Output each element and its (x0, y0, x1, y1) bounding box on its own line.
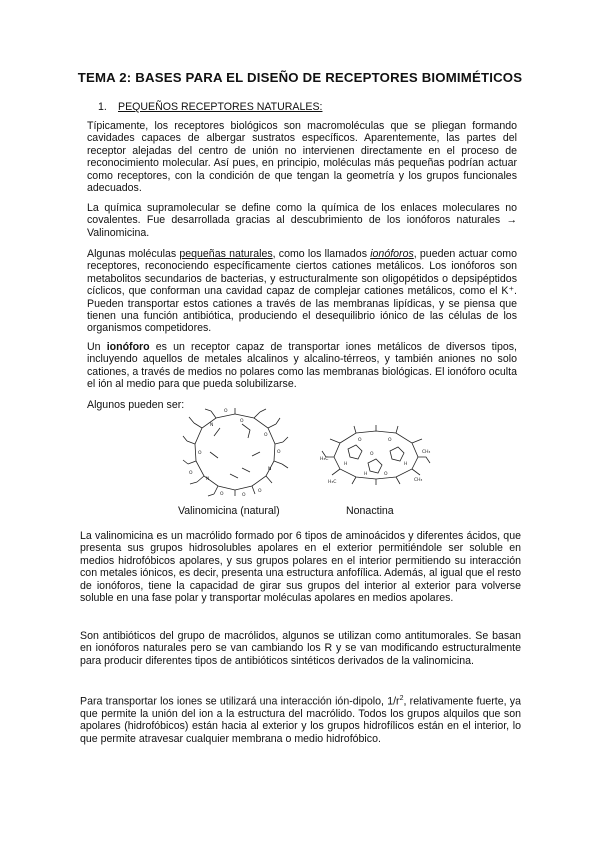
svg-text:H₃C: H₃C (328, 480, 337, 485)
svg-text:O: O (189, 471, 193, 476)
svg-text:H₃C: H₃C (320, 457, 329, 462)
svg-text:N: N (268, 467, 272, 472)
svg-text:O: O (224, 409, 228, 414)
svg-text:CH₃: CH₃ (414, 478, 423, 483)
svg-text:O: O (264, 433, 268, 438)
section-number: 1. (98, 101, 107, 113)
svg-text:O: O (370, 452, 374, 457)
ionoforos-term: ionóforos (370, 248, 414, 260)
nonactina-caption: Nonactina (346, 505, 394, 517)
document-title: TEMA 2: BASES PARA EL DISEÑO DE RECEPTORES BIOMIMÉTICOS (77, 70, 523, 85)
valinomicina-caption: Valinomicina (natural) (178, 505, 280, 517)
valinomicina-structure-image (180, 406, 290, 498)
svg-text:CH₃: CH₃ (422, 450, 431, 455)
paragraph-ionoforos-naturales: Algunas moléculas pequeñas naturales, como los llamados ionóforos, pueden actuar como receptores, reconociendo específicamente ciertos cationes metálicos. Los ionóforos son metabolitos secundarios de bacterias, y estructuralmente son oligopétidos o depsipéptidos cíclicos, que conforman una cavidad capaz de complejar cationes metálicos, como el K⁺. Pueden transportar estos cationes a través de las membranas lipídicas, y se piensa que tienen una función antibiótica, produciendo el desequilibrio iónico de las células de los organismos competidores. (87, 248, 517, 335)
svg-text:N: N (210, 423, 214, 428)
section-title: PEQUEÑOS RECEPTORES NATURALES: (118, 101, 323, 113)
svg-text:O: O (277, 450, 281, 455)
paragraph-quimica-supramolecular: La química supramolecular se define como la química de los enlaces moleculares no covalentes. Fue desarrollada gracias al descubrimiento de los ionóforos naturales → Valinomicina. (87, 202, 517, 239)
section-heading (98, 101, 322, 113)
paragraph-transporte-iones: Para transportar los iones se utilizará una interacción ión-dipolo, $1/r^2$, relativamente fuerte, ya que permite la unión del ion a la estructura del macrólido. Todos los grupos alquilos que son apolares (hidrofóbicos) están hacia al exterior y los grupos hidrofílicos están en el interior, lo que permite atravesar cualquier membrana o medio hidrofóbico. (80, 695, 521, 745)
svg-text:O: O (242, 493, 246, 498)
paragraph-valinomicina: La valinomicina es un macrólido formado por 6 tipos de aminoácidos y diferentes ácidos, que presenta sus grupos hidrosolubles apolares en el exterior permitiéndole ser soluble en medios hidrofóbicos apolares, y sus grupos polares en el interior permitiendo su interacción con metales iónicos, es decir, presenta una estructura anfofílica. Además, al igual que el resto de ionóforos, tiene la capacidad de girar sus grupos del interior al exterior para volverse soluble en una fase polar y transportar moléculas apolares en medios apolares. (80, 530, 521, 605)
svg-text:N: N (206, 477, 210, 482)
nonactina-structure-image (318, 423, 434, 487)
paragraph-receptores: Típicamente, los receptores biológicos son macromoléculas que se pliegan formando cavidades capaces de albergar sustratos específicos. Aparentemente, las partes del receptor alejadas del centro de unión no intervienen directamente en el proceso de reconocimiento molecular. Así pues, en principio, moléculas más pequeñas podrían actuar como receptores, con la condición de que tengan la geometría y los grupos funcionales adecuados. (87, 120, 517, 195)
paragraph-ionoforo-definicion: Un ionóforo es un receptor capaz de transportar iones metálicos de diversos tipos, incluyendo aquellos de metales alcalinos y alcalino-térreos, y también aniones no solo cationes, a través de medios no polares como las membranas biológicas. El ionóforo oculta el ión al medio para que pueda solubilizarse. (87, 341, 517, 391)
svg-text:O: O (388, 438, 392, 443)
svg-text:O: O (240, 419, 244, 424)
svg-text:H: H (364, 472, 368, 477)
ionoforo-term: ionóforo (106, 341, 150, 353)
paragraph-antibioticos: Son antibióticos del grupo de macrólidos, algunos se utilizan como antitumorales. Se basan en ionóforos naturales pero se van cambiando los R y se van modificando estructuralmente para producir diferentes tipos de antibióticos sintéticos derivados de la valinomicina. (80, 630, 521, 667)
svg-text:O: O (258, 489, 262, 494)
svg-text:O: O (384, 472, 388, 477)
pequenas-naturales-term: pequeñas naturales (179, 248, 273, 260)
svg-text:O: O (198, 451, 202, 456)
svg-text:O: O (220, 492, 224, 497)
svg-text:H: H (344, 462, 348, 467)
svg-text:H: H (404, 462, 408, 467)
svg-text:O: O (358, 438, 362, 443)
paragraph-algunos: Algunos pueden ser: (87, 399, 185, 411)
